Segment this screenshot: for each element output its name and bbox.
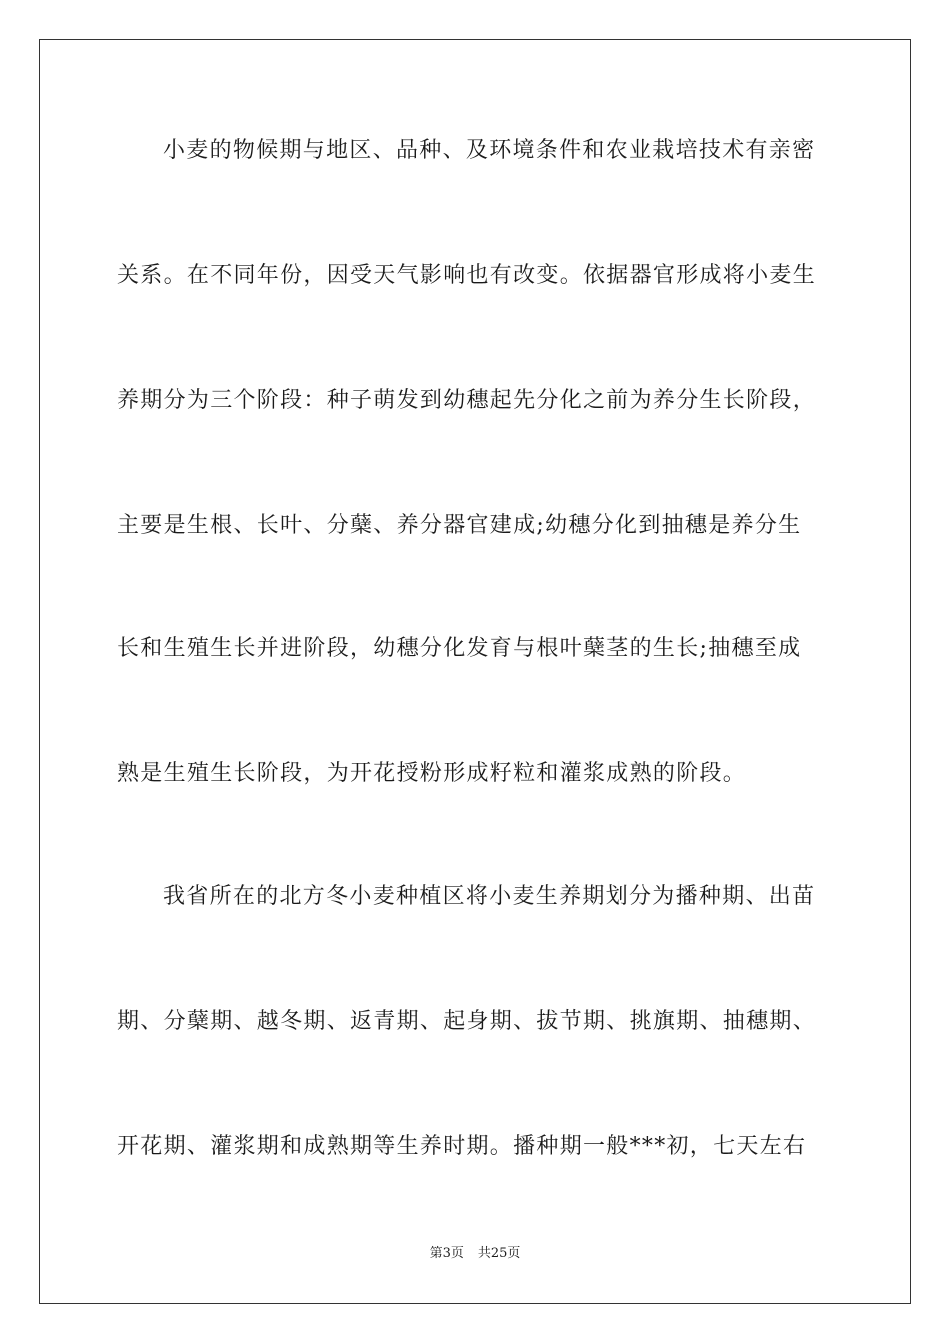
- paragraph-1-line-5: 长和生殖生长并进阶段，幼穗分化发育与根叶蘖茎的生长;抽穗至成: [117, 636, 802, 661]
- page-border: [39, 39, 911, 1304]
- paragraph-2-line-2: 期、分蘖期、越冬期、返青期、起身期、拔节期、挑旗期、抽穗期、: [117, 1009, 817, 1034]
- paragraph-1-line-1: 小麦的物候期与地区、品种、及环境条件和农业栽培技术有亲密: [163, 138, 816, 163]
- paragraph-1-line-4: 主要是生根、长叶、分蘖、养分器官建成;幼穗分化到抽穗是养分生: [117, 513, 802, 538]
- paragraph-1-line-3: 养期分为三个阶段：种子萌发到幼穗起先分化之前为养分生长阶段，: [117, 388, 817, 413]
- page-total: 共25页: [477, 1246, 521, 1261]
- page-number: 第3页: [429, 1246, 464, 1261]
- paragraph-1-line-2: 关系。在不同年份，因受天气影响也有改变。依据器官形成将小麦生: [117, 263, 817, 288]
- paragraph-2-line-1: 我省所在的北方冬小麦种植区将小麦生养期划分为播种期、出苗: [163, 884, 816, 909]
- paragraph-2-line-3: 开花期、灌浆期和成熟期等生养时期。播种期一般***初，七天左右: [117, 1134, 807, 1159]
- paragraph-1-line-6: 熟是生殖生长阶段，为开花授粉形成籽粒和灌浆成熟的阶段。: [117, 761, 747, 786]
- page-footer: [0, 1245, 950, 1263]
